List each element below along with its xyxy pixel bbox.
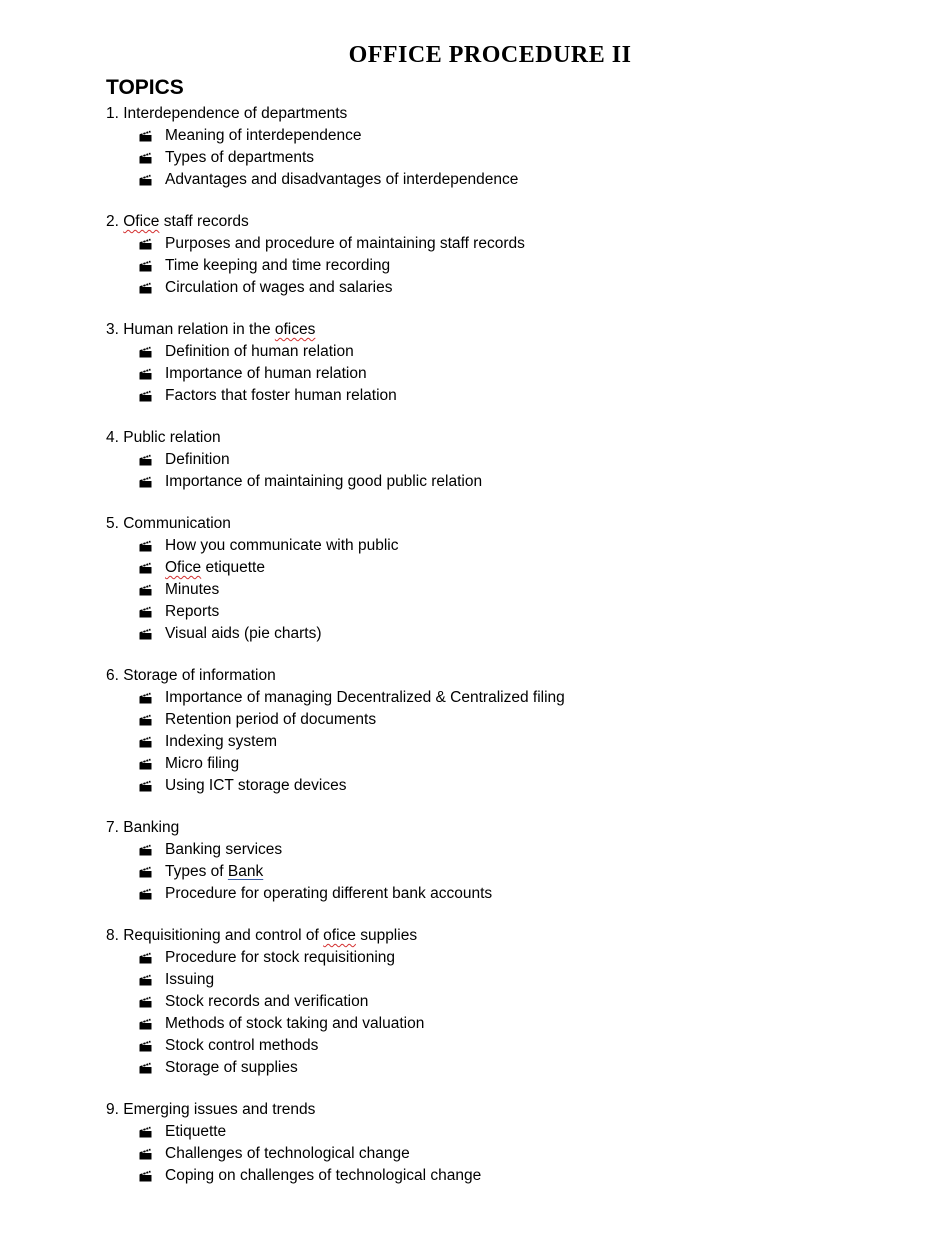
subtopic-item: Stock records and verification [106, 991, 866, 1013]
clapperboard-icon [139, 1126, 152, 1138]
spellcheck-word: Ofice [165, 559, 202, 576]
clapperboard-icon [139, 888, 152, 900]
clapperboard-icon [139, 368, 152, 380]
topic-section [106, 1099, 866, 1187]
clapperboard-icon [139, 1148, 152, 1160]
clapperboard-icon [139, 628, 152, 640]
topic-title: 4. Public relation [106, 429, 221, 446]
clapperboard-icon [139, 540, 152, 552]
topic-title: 2. Ofice staff records [106, 213, 249, 230]
subtopic-item: Coping on challenges of technological change [106, 1165, 866, 1187]
subtopic-item: Ofice etiquette [106, 557, 866, 579]
subtopic-list [106, 839, 866, 905]
clapperboard-icon [139, 844, 152, 856]
topic-title: 7. Banking [106, 819, 180, 836]
subtopic-item: Stock control methods [106, 1035, 866, 1057]
clapperboard-icon [139, 282, 152, 294]
topic-title: 1. Interdependence of departments [106, 105, 348, 122]
subtopic-item: Definition of human relation [106, 341, 866, 363]
clapperboard-icon [139, 174, 152, 186]
subtopic-list [106, 947, 866, 1079]
subtopic-item: Purposes and procedure of maintaining staff records [106, 233, 866, 255]
clapperboard-icon [139, 454, 152, 466]
topic-title: 5. Communication [106, 515, 231, 532]
topic-section [106, 427, 866, 493]
subtopic-item: Storage of supplies [106, 1057, 866, 1079]
subtopic-item: Importance of human relation [106, 363, 866, 385]
subtopic-item: Procedure for operating different bank accounts [106, 883, 866, 905]
clapperboard-icon [139, 758, 152, 770]
subtopic-list [106, 341, 866, 407]
clapperboard-icon [139, 606, 152, 618]
clapperboard-icon [139, 780, 152, 792]
subtopic-item: Retention period of documents [106, 709, 866, 731]
clapperboard-icon [139, 996, 152, 1008]
subtopic-list [106, 125, 866, 191]
subtopic-item: Importance of managing Decentralized & Centralized filing [106, 687, 866, 709]
topic-section [106, 925, 866, 1079]
clapperboard-icon [139, 1040, 152, 1052]
clapperboard-icon [139, 692, 152, 704]
clapperboard-icon [139, 562, 152, 574]
clapperboard-icon [139, 736, 152, 748]
subtopic-item: Types of Bank [106, 861, 866, 883]
topic-section [106, 103, 866, 191]
subtopic-item: Indexing system [106, 731, 866, 753]
spellcheck-word: Ofice [123, 213, 160, 230]
subtopic-list [106, 449, 866, 493]
subtopic-item: Minutes [106, 579, 866, 601]
subtopic-item: Reports [106, 601, 866, 623]
topic-title: 3. Human relation in the ofices [106, 321, 316, 338]
clapperboard-icon [139, 152, 152, 164]
topic-section [106, 665, 866, 797]
subtopic-item: Factors that foster human relation [106, 385, 866, 407]
subtopic-item: Etiquette [106, 1121, 866, 1143]
subtopic-item: Meaning of interdependence [106, 125, 866, 147]
subtopic-item: Types of departments [106, 147, 866, 169]
subtopic-list [106, 1121, 866, 1187]
subtopic-item: How you communicate with public [106, 535, 866, 557]
topic-section [106, 817, 866, 905]
clapperboard-icon [139, 238, 152, 250]
clapperboard-icon [139, 1062, 152, 1074]
topic-title: 9. Emerging issues and trends [106, 1101, 316, 1118]
clapperboard-icon [139, 260, 152, 272]
subtopic-item: Banking services [106, 839, 866, 861]
topics-heading: TOPICS [106, 76, 184, 99]
topic-section [106, 319, 866, 407]
spellcheck-word: ofices [274, 321, 316, 338]
page-title: OFFICE PROCEDURE II [348, 42, 632, 68]
subtopic-item: Importance of maintaining good public relation [106, 471, 866, 493]
subtopic-item: Challenges of technological change [106, 1143, 866, 1165]
subtopic-item: Circulation of wages and salaries [106, 277, 866, 299]
subtopic-item: Micro filing [106, 753, 866, 775]
clapperboard-icon [139, 130, 152, 142]
clapperboard-icon [139, 476, 152, 488]
subtopic-item: Procedure for stock requisitioning [106, 947, 866, 969]
clapperboard-icon [139, 974, 152, 986]
subtopic-list [106, 535, 866, 645]
subtopic-item: Methods of stock taking and valuation [106, 1013, 866, 1035]
spellcheck-word: ofice [323, 927, 356, 944]
subtopic-item: Visual aids (pie charts) [106, 623, 866, 645]
clapperboard-icon [139, 866, 152, 878]
subtopic-list [106, 233, 866, 299]
topic-section [106, 513, 866, 645]
grammar-flag-word: Bank [227, 863, 264, 880]
topics-list [106, 103, 866, 1207]
clapperboard-icon [139, 1170, 152, 1182]
topic-section [106, 211, 866, 299]
clapperboard-icon [139, 346, 152, 358]
topic-title: 6. Storage of information [106, 667, 276, 684]
subtopic-item: Time keeping and time recording [106, 255, 866, 277]
subtopic-item: Definition [106, 449, 866, 471]
subtopic-item: Advantages and disadvantages of interdependence [106, 169, 866, 191]
clapperboard-icon [139, 390, 152, 402]
clapperboard-icon [139, 584, 152, 596]
subtopic-item: Using ICT storage devices [106, 775, 866, 797]
clapperboard-icon [139, 714, 152, 726]
subtopic-list [106, 687, 866, 797]
clapperboard-icon [139, 1018, 152, 1030]
clapperboard-icon [139, 952, 152, 964]
subtopic-item: Issuing [106, 969, 866, 991]
topic-title: 8. Requisitioning and control of ofice supplies [106, 927, 418, 944]
